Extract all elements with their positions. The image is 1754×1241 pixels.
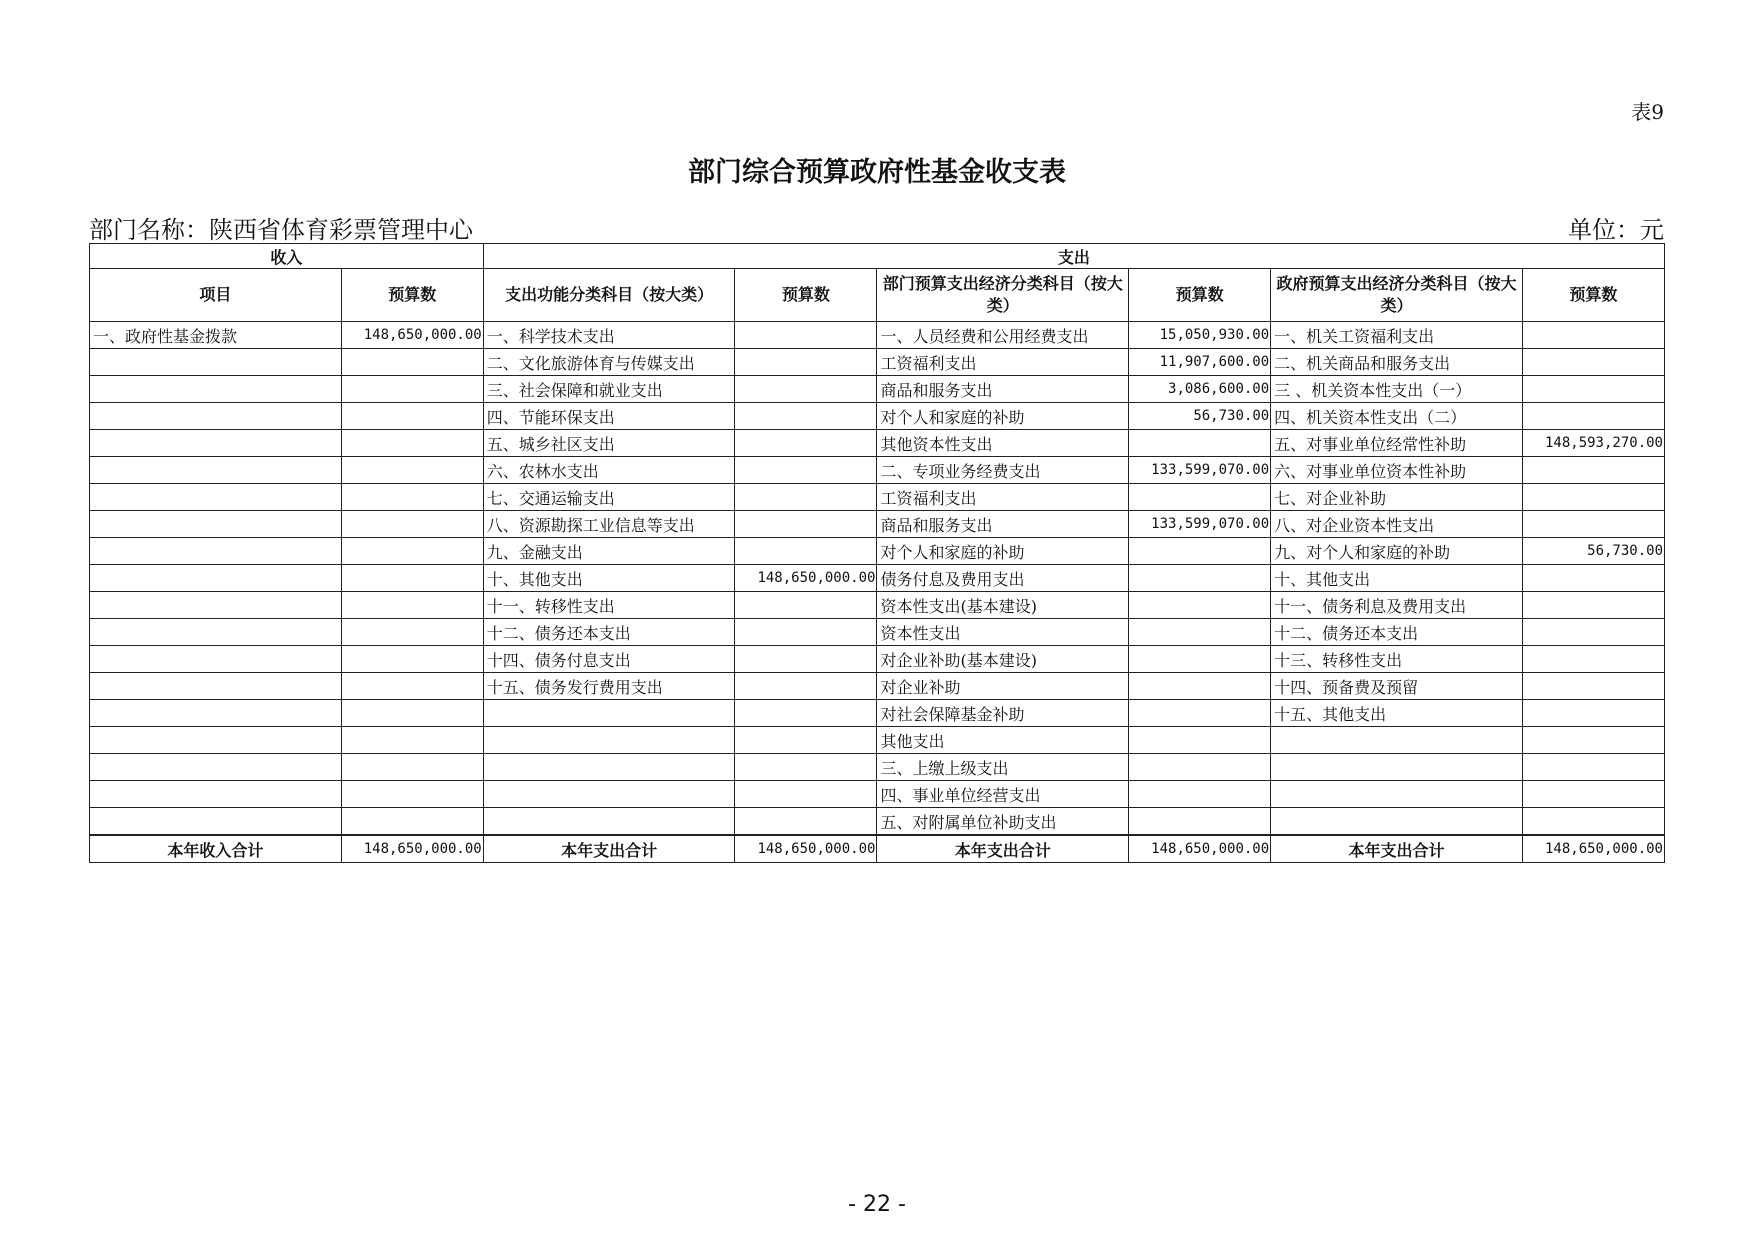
- func-budget-cell: [735, 538, 877, 565]
- gov-econ-category-cell: [1271, 727, 1523, 754]
- table-row: [90, 565, 1665, 592]
- income-budget-cell: [341, 349, 483, 376]
- dept-econ-category-cell: 对个人和家庭的补助: [877, 403, 1129, 430]
- gov-econ-category-cell: 四、机关资本性支出（二）: [1271, 403, 1523, 430]
- unit-label: 单位：元: [1568, 216, 1664, 244]
- gov-econ-category-cell: 八、对企业资本性支出: [1271, 511, 1523, 538]
- dept-econ-budget-cell: [1129, 781, 1271, 808]
- func-category-cell: 十五、债务发行费用支出: [483, 673, 735, 700]
- income-budget-cell: [341, 754, 483, 781]
- gov-econ-budget-cell: [1522, 700, 1664, 727]
- dept-econ-category-cell: 对个人和家庭的补助: [877, 538, 1129, 565]
- income-item-cell: [90, 484, 342, 511]
- table-row: [90, 754, 1665, 781]
- income-budget-cell: [341, 646, 483, 673]
- gov-econ-budget-cell: [1522, 619, 1664, 646]
- gov-econ-category-cell: 七、对企业补助: [1271, 484, 1523, 511]
- gov-econ-budget-cell: [1522, 646, 1664, 673]
- income-budget-cell: [341, 781, 483, 808]
- table-row: [90, 781, 1665, 808]
- income-budget-cell: [341, 511, 483, 538]
- page-title: 部门综合预算政府性基金收支表: [688, 157, 1066, 188]
- func-budget-cell: [735, 646, 877, 673]
- gov-econ-category-cell: 十四、预备费及预留: [1271, 673, 1523, 700]
- income-budget-cell: [341, 565, 483, 592]
- income-item-cell: [90, 430, 342, 457]
- func-budget-cell: [735, 430, 877, 457]
- dept-econ-budget-cell: [1129, 727, 1271, 754]
- income-item-cell: [90, 727, 342, 754]
- income-item-cell: [90, 538, 342, 565]
- dept-econ-category-cell: 资本性支出: [877, 619, 1129, 646]
- income-budget-cell: [341, 457, 483, 484]
- func-category-cell: 四、节能环保支出: [483, 403, 735, 430]
- dept-econ-category-cell: 四、事业单位经营支出: [877, 781, 1129, 808]
- gov-econ-category-cell: 十、其他支出: [1271, 565, 1523, 592]
- dept-econ-budget-cell: [1129, 538, 1271, 565]
- dept-econ-category-cell: 其他支出: [877, 727, 1129, 754]
- gov-econ-category-cell: 十三、转移性支出: [1271, 646, 1523, 673]
- dept-econ-budget-cell: [1129, 754, 1271, 781]
- dept-econ-category-cell: 其他资本性支出: [877, 430, 1129, 457]
- func-budget-cell: [735, 457, 877, 484]
- income-budget-cell: [341, 808, 483, 836]
- table-row: [90, 646, 1665, 673]
- page-number: - 22 -: [848, 1192, 906, 1217]
- gov-econ-budget-cell: [1522, 484, 1664, 511]
- func-category-cell: [483, 700, 735, 727]
- income-item-cell: [90, 565, 342, 592]
- department-name: 部门名称：陕西省体育彩票管理中心: [89, 216, 473, 244]
- gov-econ-category-cell: 二、机关商品和服务支出: [1271, 349, 1523, 376]
- gov-econ-category-cell: 十一、债务利息及费用支出: [1271, 592, 1523, 619]
- dept-econ-category-cell: 对企业补助(基本建设): [877, 646, 1129, 673]
- income-budget-cell: [341, 430, 483, 457]
- table-row: [90, 727, 1665, 754]
- gov-econ-budget-cell: [1522, 376, 1664, 403]
- dept-econ-budget-cell: [1129, 673, 1271, 700]
- table-row: [90, 484, 1665, 511]
- income-total-value: 148,650,000.00: [341, 835, 483, 863]
- income-item-cell: 一、政府性基金拨款: [90, 322, 342, 349]
- dept-econ-category-cell: 商品和服务支出: [877, 511, 1129, 538]
- income-item-cell: [90, 646, 342, 673]
- func-category-header: 支出功能分类科目（按大类）: [483, 269, 735, 322]
- dept-econ-budget-cell: [1129, 646, 1271, 673]
- income-budget-cell: [341, 673, 483, 700]
- income-budget-cell: [341, 592, 483, 619]
- income-item-cell: [90, 754, 342, 781]
- expense-total-value-1: 148,650,000.00: [735, 835, 877, 863]
- func-category-cell: 三、社会保障和就业支出: [483, 376, 735, 403]
- func-budget-cell: [735, 754, 877, 781]
- table-row: [90, 619, 1665, 646]
- func-category-cell: [483, 781, 735, 808]
- dept-econ-budget-cell: 133,599,070.00: [1129, 457, 1271, 484]
- func-category-cell: 十、其他支出: [483, 565, 735, 592]
- income-total-label: 本年收入合计: [90, 835, 342, 863]
- item-header: 项目: [90, 269, 342, 322]
- table-row: [90, 700, 1665, 727]
- table-row: [90, 322, 1665, 349]
- func-category-cell: 二、文化旅游体育与传媒支出: [483, 349, 735, 376]
- table-row: [90, 511, 1665, 538]
- expense-total-label-2: 本年支出合计: [877, 835, 1129, 863]
- gov-econ-category-cell: [1271, 808, 1523, 836]
- dept-econ-category-cell: 五、对附属单位补助支出: [877, 808, 1129, 836]
- func-category-cell: 一、科学技术支出: [483, 322, 735, 349]
- gov-econ-category-header: 政府预算支出经济分类科目（按大类）: [1271, 269, 1523, 322]
- dept-econ-category-cell: 债务付息及费用支出: [877, 565, 1129, 592]
- gov-econ-category-cell: 六、对事业单位资本性补助: [1271, 457, 1523, 484]
- gov-econ-budget-cell: [1522, 403, 1664, 430]
- expense-total-value-3: 148,650,000.00: [1522, 835, 1664, 863]
- gov-econ-category-cell: [1271, 781, 1523, 808]
- gov-econ-budget-cell: [1522, 511, 1664, 538]
- table-row: [90, 592, 1665, 619]
- income-budget-cell: [341, 376, 483, 403]
- gov-econ-budget-cell: [1522, 808, 1664, 836]
- income-budget-cell: [341, 403, 483, 430]
- gov-econ-budget-cell: 148,593,270.00: [1522, 430, 1664, 457]
- dept-econ-budget-cell: 56,730.00: [1129, 403, 1271, 430]
- table-row: [90, 403, 1665, 430]
- func-budget-cell: [735, 376, 877, 403]
- func-budget-cell: [735, 727, 877, 754]
- dept-econ-budget-cell: [1129, 484, 1271, 511]
- dept-econ-budget-cell: [1129, 808, 1271, 836]
- gov-econ-budget-cell: [1522, 592, 1664, 619]
- income-item-cell: [90, 700, 342, 727]
- func-budget-cell: [735, 349, 877, 376]
- gov-econ-category-cell: 五、对事业单位经常性补助: [1271, 430, 1523, 457]
- table-row: [90, 538, 1665, 565]
- gov-econ-budget-cell: [1522, 727, 1664, 754]
- income-budget-cell: [341, 484, 483, 511]
- func-budget-cell: [735, 673, 877, 700]
- expense-total-label-1: 本年支出合计: [483, 835, 735, 863]
- gov-econ-budget-cell: [1522, 457, 1664, 484]
- dept-econ-category-cell: 一、人员经费和公用经费支出: [877, 322, 1129, 349]
- gov-econ-budget-cell: [1522, 565, 1664, 592]
- func-budget-cell: [735, 781, 877, 808]
- func-category-cell: [483, 727, 735, 754]
- dept-econ-category-header: 部门预算支出经济分类科目（按大类）: [877, 269, 1129, 322]
- func-budget-cell: 148,650,000.00: [735, 565, 877, 592]
- gov-econ-budget-cell: [1522, 781, 1664, 808]
- expense-header: 支出: [483, 244, 1664, 269]
- dept-econ-category-cell: 资本性支出(基本建设): [877, 592, 1129, 619]
- dept-econ-budget-cell: [1129, 700, 1271, 727]
- income-budget-cell: [341, 700, 483, 727]
- func-budget-cell: [735, 403, 877, 430]
- expense-total-label-3: 本年支出合计: [1271, 835, 1523, 863]
- table-row: [90, 349, 1665, 376]
- func-budget-cell: [735, 700, 877, 727]
- func-budget-cell: [735, 808, 877, 836]
- budget-header-1: 预算数: [341, 269, 483, 322]
- expense-total-value-2: 148,650,000.00: [1129, 835, 1271, 863]
- func-category-cell: 七、交通运输支出: [483, 484, 735, 511]
- table-number: 表9: [1631, 100, 1664, 124]
- budget-header-4: 预算数: [1522, 269, 1664, 322]
- income-budget-cell: 148,650,000.00: [341, 322, 483, 349]
- func-budget-cell: [735, 511, 877, 538]
- gov-econ-budget-cell: [1522, 349, 1664, 376]
- dept-econ-category-cell: 对社会保障基金补助: [877, 700, 1129, 727]
- dept-econ-category-cell: 三、上缴上级支出: [877, 754, 1129, 781]
- income-item-cell: [90, 808, 342, 836]
- dept-econ-category-cell: 二、专项业务经费支出: [877, 457, 1129, 484]
- table-row: [90, 808, 1665, 836]
- income-item-cell: [90, 781, 342, 808]
- gov-econ-category-cell: [1271, 754, 1523, 781]
- table-row: [90, 376, 1665, 403]
- dept-econ-budget-cell: 133,599,070.00: [1129, 511, 1271, 538]
- func-category-cell: 十一、转移性支出: [483, 592, 735, 619]
- income-item-cell: [90, 592, 342, 619]
- budget-table: [89, 243, 1665, 863]
- header-row-groups: [90, 244, 1665, 269]
- header-row-columns: [90, 269, 1665, 322]
- gov-econ-budget-cell: [1522, 673, 1664, 700]
- func-category-cell: 十四、债务付息支出: [483, 646, 735, 673]
- table-row: [90, 673, 1665, 700]
- gov-econ-budget-cell: [1522, 754, 1664, 781]
- income-budget-cell: [341, 538, 483, 565]
- dept-econ-category-cell: 对企业补助: [877, 673, 1129, 700]
- income-item-cell: [90, 511, 342, 538]
- func-budget-cell: [735, 619, 877, 646]
- income-item-cell: [90, 376, 342, 403]
- func-category-cell: [483, 754, 735, 781]
- income-item-cell: [90, 619, 342, 646]
- income-item-cell: [90, 349, 342, 376]
- func-category-cell: [483, 808, 735, 836]
- dept-econ-category-cell: 商品和服务支出: [877, 376, 1129, 403]
- budget-header-2: 预算数: [735, 269, 877, 322]
- func-budget-cell: [735, 592, 877, 619]
- gov-econ-category-cell: 九、对个人和家庭的补助: [1271, 538, 1523, 565]
- dept-econ-category-cell: 工资福利支出: [877, 484, 1129, 511]
- func-budget-cell: [735, 484, 877, 511]
- dept-econ-budget-cell: 3,086,600.00: [1129, 376, 1271, 403]
- gov-econ-category-cell: 三 、机关资本性支出（一）: [1271, 376, 1523, 403]
- income-item-cell: [90, 673, 342, 700]
- dept-econ-budget-cell: [1129, 430, 1271, 457]
- table-body: [90, 322, 1665, 836]
- dept-econ-budget-cell: [1129, 565, 1271, 592]
- dept-econ-budget-cell: [1129, 619, 1271, 646]
- table-row: [90, 457, 1665, 484]
- dept-econ-category-cell: 工资福利支出: [877, 349, 1129, 376]
- gov-econ-budget-cell: [1522, 322, 1664, 349]
- gov-econ-category-cell: 十五、其他支出: [1271, 700, 1523, 727]
- income-item-cell: [90, 457, 342, 484]
- dept-econ-budget-cell: 11,907,600.00: [1129, 349, 1271, 376]
- income-budget-cell: [341, 619, 483, 646]
- gov-econ-category-cell: 一、机关工资福利支出: [1271, 322, 1523, 349]
- func-category-cell: 十二、债务还本支出: [483, 619, 735, 646]
- func-budget-cell: [735, 322, 877, 349]
- income-header: 收入: [90, 244, 484, 269]
- func-category-cell: 九、金融支出: [483, 538, 735, 565]
- func-category-cell: 六、农林水支出: [483, 457, 735, 484]
- func-category-cell: 八、资源勘探工业信息等支出: [483, 511, 735, 538]
- income-item-cell: [90, 403, 342, 430]
- gov-econ-category-cell: 十二、债务还本支出: [1271, 619, 1523, 646]
- income-budget-cell: [341, 727, 483, 754]
- dept-econ-budget-cell: 15,050,930.00: [1129, 322, 1271, 349]
- total-row: [90, 835, 1665, 863]
- func-category-cell: 五、城乡社区支出: [483, 430, 735, 457]
- table-row: [90, 430, 1665, 457]
- budget-header-3: 预算数: [1129, 269, 1271, 322]
- gov-econ-budget-cell: 56,730.00: [1522, 538, 1664, 565]
- dept-econ-budget-cell: [1129, 592, 1271, 619]
